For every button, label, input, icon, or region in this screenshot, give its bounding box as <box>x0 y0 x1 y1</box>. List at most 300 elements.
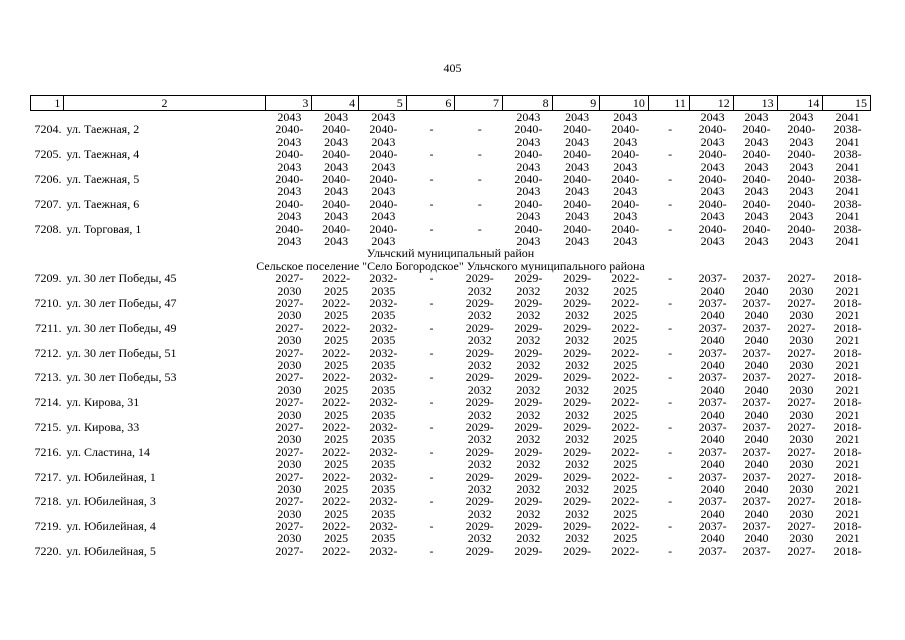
year-cell-col-12: 2040 <box>700 531 725 546</box>
year-cell-col-12: 2040 <box>700 506 725 521</box>
year-cell-col-7: 2029- <box>465 419 494 434</box>
year-cell-col-9: 2029- <box>563 444 592 459</box>
year-cell-col-10: 2022- <box>611 296 640 311</box>
year-cell-col-4: 2025 <box>324 283 349 298</box>
year-cell-col-3: 2030 <box>277 382 302 397</box>
row-number: 7218. <box>34 494 62 509</box>
year-cell-col-6: - <box>429 196 434 211</box>
row-number: 7214. <box>34 395 62 410</box>
header-cell-6: 6 <box>407 96 456 110</box>
year-cell-col-6: - <box>429 171 434 186</box>
year-cell-col-12: 2040- <box>698 147 727 162</box>
year-cell-col-10: 2022- <box>611 345 640 360</box>
year-cell-col-15: 2021 <box>835 382 860 397</box>
year-cell-col-8: 2029- <box>514 395 543 410</box>
year-cell-col-13: 2040- <box>742 122 771 137</box>
header-cell-14: 14 <box>778 96 824 110</box>
year-cell-col-13: 2040 <box>744 481 769 496</box>
year-cell-col-3: 2030 <box>277 358 302 373</box>
year-cell-col-7: 2029- <box>465 444 494 459</box>
row-number: 7215. <box>34 419 62 434</box>
year-cell-col-10: 2043 <box>613 110 638 124</box>
year-cell-col-14: 2043 <box>789 134 814 149</box>
year-cell-col-3: 2030 <box>277 531 302 546</box>
year-cell-col-8: 2032 <box>516 308 541 323</box>
address-cell <box>64 210 266 222</box>
year-cell-col-8: 2032 <box>516 457 541 472</box>
row-number <box>30 433 64 445</box>
year-cell-col-12: 2037- <box>698 395 727 410</box>
address-cell: ул. 30 лет Победы, 47 <box>66 296 177 311</box>
year-cell-col-5: 2032- <box>369 271 398 286</box>
year-cell-col-11: - <box>668 320 673 335</box>
year-cell-col-5: 2035 <box>371 531 396 546</box>
year-cell-col-11: - <box>668 395 673 410</box>
year-cell-col-10: 2022- <box>611 271 640 286</box>
year-cell-col-15: 2021 <box>835 407 860 422</box>
year-cell-col-15: 2021 <box>835 457 860 472</box>
year-cell-col-10: 2043 <box>613 233 638 248</box>
year-cell-col-4: 2040- <box>322 147 351 162</box>
year-cell-col-14: 2030 <box>789 358 814 373</box>
address-cell: ул. Юбилейная, 4 <box>66 519 156 534</box>
year-cell-col-9: 2040- <box>563 221 592 236</box>
year-cell-col-14: 2043 <box>789 184 814 199</box>
year-cell-col-15: 2021 <box>835 506 860 521</box>
row-number: 7217. <box>34 469 62 484</box>
year-cell-col-14: 2027- <box>787 469 816 484</box>
year-cell-col-7 <box>456 210 504 222</box>
year-cell-col-13: 2043 <box>744 134 769 149</box>
header-cell-7: 7 <box>455 96 503 110</box>
year-cell-col-8: 2032 <box>516 481 541 496</box>
year-cell-col-4: 2040- <box>322 196 351 211</box>
year-cell-col-14: 2043 <box>789 159 814 174</box>
year-cell-col-5: 2035 <box>371 457 396 472</box>
year-cell-col-15: 2018- <box>833 469 862 484</box>
year-cell-col-6: - <box>429 444 434 459</box>
year-cell-col-3: 2030 <box>277 333 302 348</box>
year-cell-col-14: 2043 <box>789 209 814 224</box>
year-cell-col-9: 2040- <box>563 147 592 162</box>
year-cell-col-13: 2040 <box>744 283 769 298</box>
year-cell-col-15: 2021 <box>835 481 860 496</box>
year-cell-col-4: 2022- <box>322 395 351 410</box>
year-cell-col-3: 2030 <box>277 308 302 323</box>
address-cell: ул. Таежная, 5 <box>66 171 140 186</box>
row-number: 7207. <box>34 196 62 211</box>
year-cell-col-6: - <box>429 147 434 162</box>
year-cell-col-10: 2025 <box>613 308 638 323</box>
year-cell-col-8: 2040- <box>514 221 543 236</box>
year-cell-col-14: 2040- <box>787 122 816 137</box>
row-number <box>30 309 64 321</box>
year-cell-col-12: 2040 <box>700 432 725 447</box>
year-cell-col-5: 2040- <box>369 147 398 162</box>
year-cell-col-3: 2027- <box>275 320 304 335</box>
year-cell-col-5: 2040- <box>369 171 398 186</box>
year-cell-col-9: 2032 <box>565 283 590 298</box>
row-number: 7219. <box>34 519 62 534</box>
year-cell-col-7: 2029- <box>465 370 494 385</box>
year-cell-col-3: 2030 <box>277 506 302 521</box>
address-cell: ул. Юбилейная, 3 <box>66 494 156 509</box>
year-cell-col-11: - <box>668 296 673 311</box>
year-cell-col-7: 2032 <box>467 457 492 472</box>
year-cell-col-14: 2027- <box>787 395 816 410</box>
year-cell-col-6: - <box>429 296 434 311</box>
year-cell-col-11: - <box>668 543 673 558</box>
year-cell-col-10: 2025 <box>613 407 638 422</box>
year-cell-col-11 <box>650 334 691 346</box>
year-cell-col-15: 2038- <box>833 196 862 211</box>
year-cell-col-4: 2040- <box>322 171 351 186</box>
year-cell-col-4: 2025 <box>324 308 349 323</box>
year-cell-col-12: 2037- <box>698 345 727 360</box>
year-cell-col-5: 2032- <box>369 345 398 360</box>
year-cell-col-15: 2021 <box>835 531 860 546</box>
address-cell <box>64 235 266 247</box>
year-cell-col-9: 2043 <box>565 159 590 174</box>
year-cell-col-11: - <box>668 370 673 385</box>
address-cell: ул. 30 лет Победы, 53 <box>66 370 177 385</box>
year-cell-col-4: 2043 <box>324 110 349 124</box>
year-cell-col-4: 2022- <box>322 370 351 385</box>
year-cell-col-14: 2027- <box>787 419 816 434</box>
year-cell-col-4: 2022- <box>322 345 351 360</box>
year-cell-col-5: 2035 <box>371 432 396 447</box>
row-number <box>30 235 64 247</box>
address-cell: ул. 30 лет Победы, 51 <box>66 345 177 360</box>
year-cell-col-14: 2040- <box>787 196 816 211</box>
year-cell-col-14: 2030 <box>789 432 814 447</box>
year-cell-col-12: 2040- <box>698 196 727 211</box>
year-cell-col-6: - <box>429 271 434 286</box>
row-number: 7213. <box>34 370 62 385</box>
year-cell-col-13: 2040- <box>742 221 771 236</box>
year-cell-col-7: 2029- <box>465 469 494 484</box>
table-row <box>30 185 871 197</box>
year-cell-col-7: 2029- <box>465 494 494 509</box>
year-cell-col-6: - <box>429 543 434 558</box>
year-cell-col-12: 2040 <box>700 457 725 472</box>
year-cell-col-10: 2025 <box>613 506 638 521</box>
year-cell-col-11: - <box>668 147 673 162</box>
year-cell-col-3: 2043 <box>277 184 302 199</box>
year-cell-col-13: 2037- <box>742 271 771 286</box>
year-cell-col-9: 2029- <box>563 419 592 434</box>
year-cell-col-4: 2043 <box>324 209 349 224</box>
year-cell-col-3: 2030 <box>277 457 302 472</box>
year-cell-col-13: 2040- <box>742 171 771 186</box>
year-cell-col-8: 2040- <box>514 196 543 211</box>
year-cell-col-9: 2029- <box>563 345 592 360</box>
row-number <box>30 210 64 222</box>
year-cell-col-9: 2032 <box>565 407 590 422</box>
address-cell <box>64 433 266 445</box>
year-cell-col-12: 2040 <box>700 481 725 496</box>
year-cell-col-9: 2029- <box>563 519 592 534</box>
year-cell-col-5: 2032- <box>369 370 398 385</box>
year-cell-col-3: 2030 <box>277 407 302 422</box>
year-cell-col-3: 2040- <box>275 221 304 236</box>
year-cell-col-9: 2032 <box>565 432 590 447</box>
year-cell-col-3: 2040- <box>275 122 304 137</box>
year-cell-col-12: 2040 <box>700 308 725 323</box>
year-cell-col-15: 2021 <box>835 432 860 447</box>
year-cell-col-14: 2040- <box>787 171 816 186</box>
year-cell-col-7: 2029- <box>465 320 494 335</box>
year-cell-col-10: 2022- <box>611 370 640 385</box>
year-cell-col-5: 2032- <box>369 296 398 311</box>
year-cell-col-9: 2032 <box>565 506 590 521</box>
year-cell-col-9: 2043 <box>565 209 590 224</box>
year-cell-col-12: 2037- <box>698 444 727 459</box>
year-cell-col-9: 2029- <box>563 296 592 311</box>
table-row <box>30 334 871 346</box>
year-cell-col-3: 2030 <box>277 432 302 447</box>
year-cell-col-8: 2032 <box>516 283 541 298</box>
year-cell-col-3: 2030 <box>277 481 302 496</box>
table-row <box>30 495 871 507</box>
address-cell: ул. Юбилейная, 5 <box>66 543 156 558</box>
year-cell-col-5: 2032- <box>369 419 398 434</box>
year-cell-col-9: 2032 <box>565 358 590 373</box>
year-cell-col-3: 2040- <box>275 147 304 162</box>
year-cell-col-7: 2029- <box>465 296 494 311</box>
year-cell-col-7: - <box>477 122 482 137</box>
year-cell-col-7: 2029- <box>465 543 494 558</box>
year-cell-col-10: 2040- <box>611 171 640 186</box>
year-cell-col-10: 2043 <box>613 134 638 149</box>
year-cell-col-7: 2032 <box>467 506 492 521</box>
address-cell <box>64 458 266 470</box>
year-cell-col-8: 2029- <box>514 469 543 484</box>
header-cell-13: 13 <box>734 96 778 110</box>
year-cell-col-9: 2029- <box>563 543 592 558</box>
year-cell-col-3: 2043 <box>277 233 302 248</box>
year-cell-col-15: 2038- <box>833 122 862 137</box>
year-cell-col-14: 2030 <box>789 382 814 397</box>
year-cell-col-7: 2032 <box>467 308 492 323</box>
year-cell-col-14: 2030 <box>789 308 814 323</box>
year-cell-col-10: 2022- <box>611 469 640 484</box>
year-cell-col-10: 2022- <box>611 519 640 534</box>
year-cell-col-7: 2032 <box>467 382 492 397</box>
year-cell-col-10: 2025 <box>613 283 638 298</box>
year-cell-col-11: - <box>668 171 673 186</box>
year-cell-col-9: 2032 <box>565 481 590 496</box>
year-cell-col-14: 2040- <box>787 147 816 162</box>
table-row <box>30 272 871 284</box>
year-cell-col-9: 2032 <box>565 382 590 397</box>
year-cell-col-9: 2029- <box>563 271 592 286</box>
year-cell-col-15: 2041 <box>835 159 860 174</box>
year-cell-col-3: 2027- <box>275 543 304 558</box>
year-cell-col-9: 2043 <box>565 134 590 149</box>
year-cell-col-3: 2027- <box>275 419 304 434</box>
table-row <box>30 148 871 160</box>
year-cell-col-9: 2032 <box>565 457 590 472</box>
year-cell-col-15: 2018- <box>833 320 862 335</box>
year-cell-col-5: 2035 <box>371 283 396 298</box>
year-cell-col-14: 2027- <box>787 519 816 534</box>
header-cell-3: 3 <box>266 96 313 110</box>
table-row <box>30 123 871 135</box>
year-cell-col-13: 2037- <box>742 320 771 335</box>
year-cell-col-13: 2037- <box>742 469 771 484</box>
year-cell-col-7: - <box>477 196 482 211</box>
year-cell-col-13: 2037- <box>742 494 771 509</box>
year-cell-col-11: - <box>668 196 673 211</box>
year-cell-col-10: 2022- <box>611 395 640 410</box>
year-cell-col-4: 2025 <box>324 333 349 348</box>
year-cell-col-5: 2043 <box>371 134 396 149</box>
year-cell-col-9: 2040- <box>563 171 592 186</box>
year-cell-col-11 <box>650 210 691 222</box>
year-cell-col-8: 2029- <box>514 296 543 311</box>
year-cell-col-3: 2043 <box>277 134 302 149</box>
year-cell-col-14: 2027- <box>787 543 816 558</box>
year-cell-col-15: 2041 <box>835 134 860 149</box>
year-cell-col-10: 2025 <box>613 382 638 397</box>
year-cell-col-13: 2043 <box>744 159 769 174</box>
year-cell-col-9: 2032 <box>565 308 590 323</box>
year-cell-col-12: 2037- <box>698 271 727 286</box>
year-cell-col-14: 2030 <box>789 506 814 521</box>
year-cell-col-13: 2037- <box>742 395 771 410</box>
year-cell-col-3: 2040- <box>275 171 304 186</box>
year-cell-col-12: 2040- <box>698 221 727 236</box>
year-cell-col-15: 2018- <box>833 419 862 434</box>
year-cell-col-10: 2022- <box>611 543 640 558</box>
year-cell-col-4: 2022- <box>322 419 351 434</box>
year-cell-col-15: 2018- <box>833 345 862 360</box>
address-cell: ул. 30 лет Победы, 49 <box>66 320 177 335</box>
year-cell-col-14: 2030 <box>789 407 814 422</box>
year-cell-col-8: 2029- <box>514 419 543 434</box>
year-cell-col-8: 2029- <box>514 320 543 335</box>
header-cell-1: 1 <box>31 96 64 110</box>
year-cell-col-12: 2040- <box>698 122 727 137</box>
year-cell-col-14: 2030 <box>789 283 814 298</box>
year-cell-col-14: 2043 <box>789 110 814 124</box>
year-cell-col-4: 2025 <box>324 531 349 546</box>
address-cell <box>64 185 266 197</box>
year-cell-col-13: 2040 <box>744 358 769 373</box>
year-cell-col-3: 2027- <box>275 395 304 410</box>
year-cell-col-12: 2037- <box>698 370 727 385</box>
year-cell-col-5: 2043 <box>371 159 396 174</box>
year-cell-col-14: 2030 <box>789 333 814 348</box>
year-cell-col-4: 2022- <box>322 494 351 509</box>
row-number: 7208. <box>34 221 62 236</box>
year-cell-col-5: 2035 <box>371 333 396 348</box>
table-body <box>30 111 871 557</box>
year-cell-col-15: 2021 <box>835 333 860 348</box>
year-cell-col-4: 2025 <box>324 407 349 422</box>
year-cell-col-3: 2027- <box>275 494 304 509</box>
year-cell-col-10: 2040- <box>611 196 640 211</box>
year-cell-col-10: 2043 <box>613 209 638 224</box>
year-cell-col-7: - <box>477 147 482 162</box>
year-cell-col-13: 2037- <box>742 296 771 311</box>
year-cell-col-5: 2035 <box>371 382 396 397</box>
year-cell-col-15: 2018- <box>833 543 862 558</box>
year-cell-col-15: 2021 <box>835 358 860 373</box>
year-cell-col-5: 2032- <box>369 395 398 410</box>
row-number: 7206. <box>34 171 62 186</box>
year-cell-col-6: - <box>429 345 434 360</box>
table-row <box>30 210 871 222</box>
year-cell-col-4: 2025 <box>324 481 349 496</box>
year-cell-col-12: 2040 <box>700 333 725 348</box>
year-cell-col-6 <box>407 185 456 197</box>
year-cell-col-12: 2040 <box>700 382 725 397</box>
year-cell-col-7: 2029- <box>465 395 494 410</box>
address-cell <box>64 309 266 321</box>
year-cell-col-5: 2035 <box>371 308 396 323</box>
address-cell: ул. Сластина, 14 <box>66 444 151 459</box>
year-cell-col-14: 2027- <box>787 320 816 335</box>
year-cell-col-9: 2029- <box>563 320 592 335</box>
year-cell-col-12: 2037- <box>698 543 727 558</box>
year-cell-col-4: 2022- <box>322 543 351 558</box>
address-cell: ул. Торговая, 1 <box>66 221 142 236</box>
year-cell-col-11 <box>650 235 691 247</box>
year-cell-col-5: 2043 <box>371 209 396 224</box>
row-number: 7216. <box>34 444 62 459</box>
year-cell-col-10: 2040- <box>611 221 640 236</box>
year-cell-col-6: - <box>429 395 434 410</box>
year-cell-col-8: 2029- <box>514 494 543 509</box>
year-cell-col-4: 2022- <box>322 444 351 459</box>
address-cell <box>64 334 266 346</box>
year-cell-col-8: 2032 <box>516 333 541 348</box>
year-cell-col-7: 2029- <box>465 519 494 534</box>
table-header <box>30 95 871 111</box>
year-cell-col-7: 2032 <box>467 358 492 373</box>
row-number: 7211. <box>34 320 62 335</box>
year-cell-col-15: 2021 <box>835 283 860 298</box>
year-cell-col-4: 2025 <box>324 506 349 521</box>
year-cell-col-13: 2043 <box>744 184 769 199</box>
year-cell-col-9: 2040- <box>563 196 592 211</box>
year-cell-col-13: 2037- <box>742 444 771 459</box>
year-cell-col-11: - <box>668 519 673 534</box>
year-cell-col-4: 2022- <box>322 320 351 335</box>
address-cell: ул. 30 лет Победы, 45 <box>66 271 177 286</box>
year-cell-col-12: 2043 <box>700 233 725 248</box>
year-cell-col-10: 2043 <box>613 184 638 199</box>
year-cell-col-3: 2040- <box>275 196 304 211</box>
year-cell-col-4: 2043 <box>324 134 349 149</box>
address-cell: ул. Таежная, 6 <box>66 196 140 211</box>
year-cell-col-4: 2022- <box>322 296 351 311</box>
row-number <box>30 334 64 346</box>
year-cell-col-13: 2040 <box>744 531 769 546</box>
year-cell-col-13: 2040 <box>744 382 769 397</box>
year-cell-col-8: 2043 <box>516 209 541 224</box>
year-cell-col-4: 2025 <box>324 457 349 472</box>
year-cell-col-15: 2018- <box>833 519 862 534</box>
year-cell-col-11: - <box>668 221 673 236</box>
year-cell-col-3: 2027- <box>275 370 304 385</box>
year-cell-col-7: 2032 <box>467 407 492 422</box>
header-cell-9: 9 <box>553 96 601 110</box>
year-cell-col-15: 2018- <box>833 271 862 286</box>
year-cell-col-15: 2018- <box>833 494 862 509</box>
